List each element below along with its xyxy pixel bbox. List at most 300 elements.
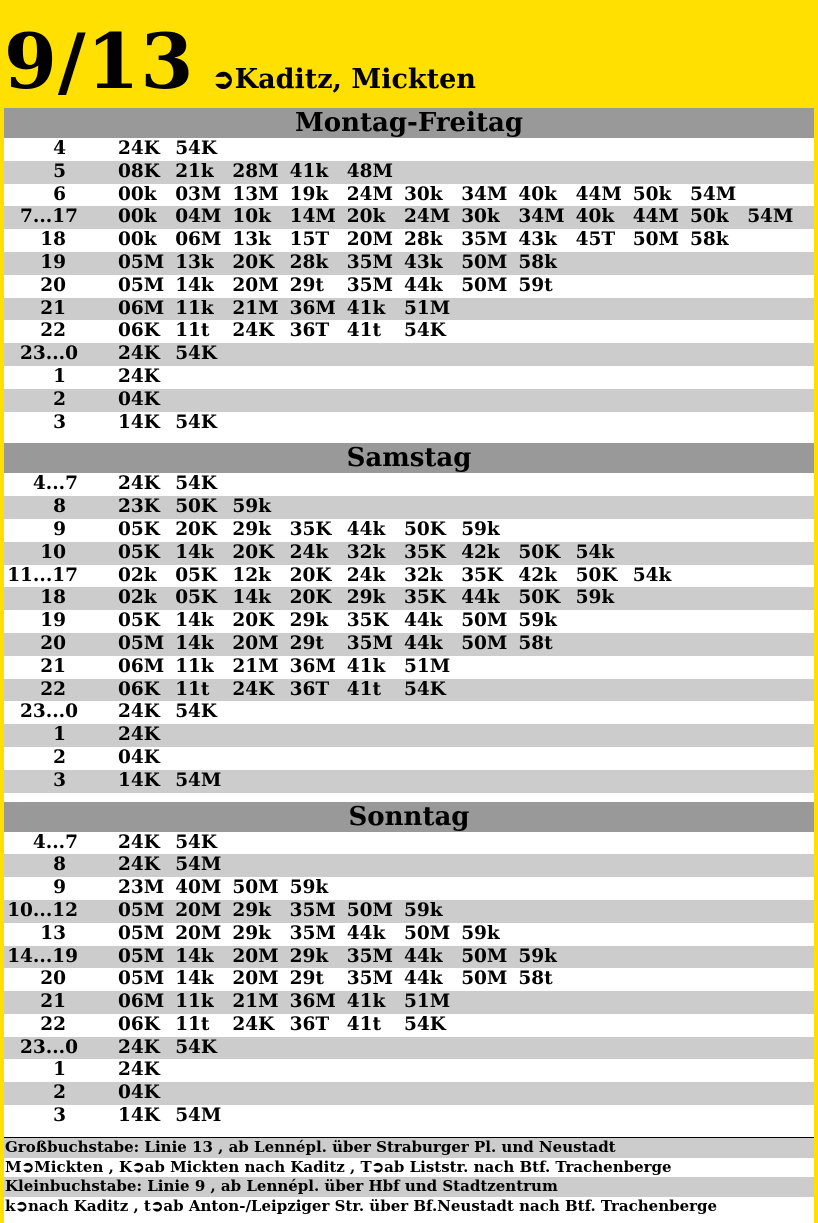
departure-time: 41k [346, 655, 386, 677]
departure-time: 05K [118, 610, 160, 632]
departure-time: 54k [575, 541, 615, 563]
timetable-body [4, 108, 814, 1137]
section-gap [4, 793, 814, 802]
departure-time: 54K [175, 831, 218, 853]
hour-label: 7...17 [20, 206, 78, 228]
departure-time: 19k [289, 183, 329, 205]
departure-time: 36M [289, 655, 336, 677]
departure-time: 54K [175, 343, 218, 365]
departure-time: 50M [632, 229, 680, 251]
departure-time: 54K [404, 1013, 446, 1035]
hour-row [4, 542, 814, 565]
departure-time: 11t [175, 1013, 210, 1035]
hour-label: 3 [53, 411, 66, 433]
departure-time: 59k [518, 610, 557, 632]
departure-time: 36T [289, 678, 330, 700]
departure-time: 24K [118, 343, 160, 365]
departure-time: 50M [232, 877, 279, 899]
departure-time: 14k [175, 610, 214, 632]
departure-time: 43k [404, 251, 443, 273]
departure-time: 14k [232, 587, 271, 609]
departure-time: 05M [118, 632, 165, 654]
departure-time: 05M [118, 968, 165, 990]
departure-time: 14K [118, 411, 160, 433]
hour-row [4, 412, 814, 435]
hour-row [4, 701, 814, 724]
departure-time: 48M [346, 160, 394, 182]
departure-time: 21M [232, 297, 279, 319]
departure-time: 36T [289, 1013, 330, 1035]
hour-row [4, 1082, 814, 1105]
departure-time: 54M [175, 769, 222, 791]
departure-time: 00k [118, 206, 157, 228]
departure-time: 24K [232, 320, 275, 342]
hour-label: 19 [40, 251, 66, 273]
departure-time: 06M [118, 297, 165, 319]
departure-time: 36M [289, 991, 336, 1013]
departure-time: 35M [289, 899, 336, 921]
departure-time: 32k [346, 541, 386, 563]
departure-time: 06M [118, 655, 165, 677]
hour-row [4, 343, 814, 366]
departure-time: 50M [461, 274, 508, 296]
departure-time: 21M [232, 655, 279, 677]
departure-time: 23M [118, 877, 165, 899]
hour-row [4, 1105, 814, 1128]
hour-row [4, 724, 814, 747]
departure-time: 14k [175, 541, 214, 563]
hour-row [4, 138, 814, 161]
departure-time: 50M [461, 968, 508, 990]
hour-label: 2 [53, 746, 66, 768]
departure-time: 28k [404, 229, 443, 251]
departure-time: 50k [690, 206, 729, 228]
departure-time: 44k [346, 518, 386, 540]
hour-label: 5 [53, 160, 66, 182]
departure-time: 24K [118, 1059, 160, 1081]
departure-time: 35K [404, 587, 446, 609]
departure-time: 58k [690, 229, 729, 251]
hour-row [4, 991, 814, 1014]
departure-time: 41k [346, 297, 386, 319]
hour-label: 22 [40, 1013, 66, 1035]
hour-label: 20 [40, 968, 66, 990]
departure-time: 24K [232, 1013, 275, 1035]
departure-time: 28M [232, 160, 279, 182]
departure-time: 20M [175, 899, 222, 921]
departure-time: 05K [118, 518, 160, 540]
departure-time: 20M [232, 632, 279, 654]
departure-time: 00k [118, 183, 157, 205]
hour-row [4, 656, 814, 679]
hour-label: 21 [40, 297, 66, 319]
departure-time: 59t [518, 274, 553, 296]
departure-time: 42k [518, 564, 557, 586]
hour-row [4, 275, 814, 298]
hour-row [4, 320, 814, 343]
departure-time: 20M [232, 274, 279, 296]
departure-time: 11k [175, 655, 214, 677]
departure-time: 50K [575, 564, 618, 586]
hour-label: 1 [53, 1059, 66, 1081]
departure-time: 24K [118, 724, 160, 746]
hour-row [4, 679, 814, 702]
hour-label: 4...7 [32, 473, 78, 495]
hour-label: 9 [53, 877, 66, 899]
departure-time: 44k [346, 922, 386, 944]
hour-row [4, 496, 814, 519]
hour-row [4, 389, 814, 412]
hour-label: 19 [40, 610, 66, 632]
departure-time: 20M [232, 945, 279, 967]
departure-time: 54M [175, 854, 222, 876]
legend-line: Kleinbuchstabe: Linie 9 , ab Lennépl. über Hbf und Stadtzentrum [4, 1177, 814, 1197]
hour-row [4, 633, 814, 656]
hour-label: 22 [40, 320, 66, 342]
legend-line: k➲nach Kaditz , t➲ab Anton-/Leipziger Str. über Bf.Neustadt nach Btf. Trachenberge [5, 1196, 718, 1215]
departure-time: 04K [118, 388, 160, 410]
hour-label: 21 [40, 655, 66, 677]
departure-time: 20K [232, 251, 275, 273]
departure-time: 40k [575, 206, 615, 228]
departure-time: 12k [232, 564, 271, 586]
departure-time: 59k [289, 877, 329, 899]
section-title: Montag-Freitag [4, 108, 814, 138]
hour-row [4, 587, 814, 610]
hour-row [4, 968, 814, 991]
hour-label: 4 [53, 138, 66, 159]
departure-time: 50K [175, 496, 218, 518]
departure-time: 24M [404, 206, 451, 228]
hour-label: 2 [53, 388, 66, 410]
departure-time: 50M [346, 899, 394, 921]
departure-time: 44k [404, 968, 443, 990]
departure-time: 05M [118, 922, 165, 944]
departure-time: 24K [118, 138, 160, 159]
departure-time: 04M [175, 206, 222, 228]
hour-row [4, 747, 814, 770]
hour-label: 3 [53, 1105, 66, 1127]
departure-time: 40M [175, 877, 222, 899]
departure-time: 24K [232, 678, 275, 700]
departure-time: 41k [346, 991, 386, 1013]
departure-time: 34M [461, 183, 508, 205]
departure-time: 35M [289, 922, 336, 944]
departure-time: 29t [289, 968, 324, 990]
section-title: Samstag [4, 443, 814, 473]
departure-time: 50M [461, 632, 508, 654]
timetable-header [0, 0, 818, 104]
departure-time: 14M [289, 206, 336, 228]
departure-time: 14k [175, 968, 214, 990]
departure-time: 42k [461, 541, 500, 563]
hour-row [4, 610, 814, 633]
departure-time: 11t [175, 678, 210, 700]
departure-time: 15T [289, 229, 330, 251]
departure-time: 24M [346, 183, 394, 205]
departure-time: 54M [175, 1105, 222, 1127]
hour-row [4, 854, 814, 877]
departure-time: 29k [289, 610, 329, 632]
hour-row [4, 1037, 814, 1060]
hour-row [4, 252, 814, 275]
hour-row [4, 206, 814, 229]
departure-time: 10k [232, 206, 271, 228]
departure-time: 50K [518, 541, 561, 563]
departure-time: 35M [461, 229, 508, 251]
departure-time: 13k [232, 229, 271, 251]
hour-row [4, 1014, 814, 1037]
hour-row [4, 298, 814, 321]
departure-time: 44k [404, 274, 443, 296]
departure-time: 54K [404, 678, 446, 700]
departure-time: 06M [175, 229, 222, 251]
hour-row [4, 519, 814, 542]
hour-row [4, 565, 814, 588]
departure-time: 24k [289, 541, 329, 563]
departure-time: 50M [461, 251, 508, 273]
departure-time: 35K [461, 564, 504, 586]
departure-time: 36M [289, 297, 336, 319]
departure-time: 06K [118, 320, 160, 342]
departure-time: 44k [404, 945, 443, 967]
line-number: 9/13 [4, 17, 195, 106]
departure-time: 35K [346, 610, 389, 632]
departure-time: 11t [175, 320, 210, 342]
departure-time: 20K [289, 564, 332, 586]
departure-time: 59k [518, 945, 557, 967]
hour-row [4, 923, 814, 946]
hour-label: 8 [53, 496, 66, 518]
departure-time: 05K [175, 587, 218, 609]
departure-time: 44M [632, 206, 680, 228]
departure-time: 24k [346, 564, 386, 586]
departure-time: 11k [175, 297, 214, 319]
departure-time: 54K [175, 1036, 218, 1058]
hour-label: 23...0 [20, 343, 78, 365]
departure-time: 24K [118, 1036, 160, 1058]
departure-time: 29t [289, 632, 324, 654]
departure-time: 20K [232, 541, 275, 563]
hour-label: 14...19 [7, 945, 78, 967]
departure-time: 21M [232, 991, 279, 1013]
section-gap [4, 1128, 814, 1137]
departure-time: 54k [632, 564, 672, 586]
departure-time: 29k [289, 945, 329, 967]
departure-time: 23K [118, 496, 160, 518]
departure-time: 35K [404, 541, 446, 563]
departure-time: 14K [118, 769, 160, 791]
hour-row [4, 184, 814, 207]
departure-time: 54K [175, 473, 218, 495]
departure-time: 44k [404, 610, 443, 632]
departure-time: 34M [518, 206, 565, 228]
hour-label: 8 [53, 854, 66, 876]
hour-row [4, 161, 814, 184]
departure-time: 35M [346, 945, 394, 967]
departure-time: 50M [461, 610, 508, 632]
departure-time: 54K [175, 411, 218, 433]
departure-time: 24K [118, 854, 160, 876]
departure-time: 58k [518, 251, 557, 273]
departure-time: 58t [518, 968, 553, 990]
hour-label: 20 [40, 632, 66, 654]
schedule-section [4, 108, 814, 443]
departure-time: 54K [175, 701, 218, 723]
departure-time: 11k [175, 991, 214, 1013]
departure-time: 05K [118, 541, 160, 563]
departure-time: 50k [632, 183, 672, 205]
hour-label: 23...0 [20, 701, 78, 723]
departure-time: 44k [461, 587, 500, 609]
hour-label: 23...0 [20, 1036, 78, 1058]
departure-time: 35M [346, 274, 394, 296]
departure-time: 20k [346, 206, 386, 228]
departure-time: 51M [404, 297, 451, 319]
departure-time: 35M [346, 632, 394, 654]
hour-label: 3 [53, 769, 66, 791]
hour-label: 18 [40, 229, 66, 251]
departure-time: 02k [118, 587, 157, 609]
hour-row [4, 946, 814, 969]
hour-label: 10...12 [7, 899, 78, 921]
departure-time: 59k [404, 899, 443, 921]
departure-time: 58t [518, 632, 553, 654]
departure-time: 54M [747, 206, 794, 228]
departure-time: 29k [232, 518, 271, 540]
departure-time: 41t [346, 320, 382, 342]
departure-time: 13k [175, 251, 214, 273]
departure-time: 32k [404, 564, 443, 586]
departure-time: 41t [346, 678, 382, 700]
hour-row [4, 366, 814, 389]
departure-time: 06K [118, 678, 160, 700]
hour-row [4, 877, 814, 900]
departure-time: 50K [404, 518, 446, 540]
departure-time: 35K [289, 518, 332, 540]
departure-time: 20K [175, 518, 218, 540]
departure-time: 51M [404, 991, 451, 1013]
departure-time: 40k [518, 183, 557, 205]
departure-time: 20M [175, 922, 222, 944]
departure-time: 30k [404, 183, 443, 205]
departure-time: 24K [118, 365, 160, 387]
departure-time: 05M [118, 945, 165, 967]
departure-time: 51M [404, 655, 451, 677]
departure-time: 50M [404, 922, 451, 944]
departure-time: 54K [404, 320, 446, 342]
departure-time: 13M [232, 183, 279, 205]
departure-time: 41t [346, 1013, 382, 1035]
departure-time: 43k [518, 229, 557, 251]
hour-row [4, 473, 814, 496]
hour-row [4, 900, 814, 923]
departure-time: 44M [575, 183, 622, 205]
departure-time: 06K [118, 1013, 160, 1035]
departure-time: 20K [232, 610, 275, 632]
departure-time: 24K [118, 831, 160, 853]
hour-row [4, 1059, 814, 1082]
departure-time: 05M [118, 251, 165, 273]
hour-label: 21 [40, 991, 66, 1013]
departure-time: 24K [118, 701, 160, 723]
departure-time: 20M [232, 968, 279, 990]
departure-time: 05M [118, 274, 165, 296]
hour-label: 9 [53, 518, 66, 540]
departure-time: 03M [175, 183, 222, 205]
departure-time: 08K [118, 160, 160, 182]
departure-time: 50M [461, 945, 508, 967]
departure-time: 29k [232, 899, 271, 921]
departure-time: 54K [175, 138, 218, 159]
departure-time: 36T [289, 320, 330, 342]
hour-label: 22 [40, 678, 66, 700]
departure-time: 35M [346, 251, 394, 273]
hour-label: 18 [40, 587, 66, 609]
departure-time: 04K [118, 1082, 160, 1104]
departure-time: 05K [175, 564, 218, 586]
departure-time: 00k [118, 229, 157, 251]
departure-time: 28k [289, 251, 329, 273]
schedule-section [4, 802, 814, 1137]
hour-label: 11...17 [7, 564, 78, 586]
departure-time: 14k [175, 945, 214, 967]
departure-time: 06M [118, 991, 165, 1013]
departure-time: 35M [346, 968, 394, 990]
departure-time: 20M [346, 229, 394, 251]
departure-time: 02k [118, 564, 157, 586]
departure-time: 59k [575, 587, 615, 609]
departure-time: 14k [175, 632, 214, 654]
hour-label: 10 [40, 541, 66, 563]
schedule-section [4, 443, 814, 801]
departure-time: 24K [118, 473, 160, 495]
departure-time: 05M [118, 899, 165, 921]
hour-row [4, 832, 814, 855]
departure-time: 45T [575, 229, 616, 251]
departure-time: 41k [289, 160, 329, 182]
departure-time: 59k [461, 518, 500, 540]
hour-label: 4...7 [32, 831, 78, 853]
departure-time: 14K [118, 1105, 160, 1127]
hour-label: 1 [53, 724, 66, 746]
departure-time: 14k [175, 274, 214, 296]
departure-time: 54M [690, 183, 737, 205]
departure-time: 29k [346, 587, 386, 609]
hour-label: 20 [40, 274, 66, 296]
departure-time: 30k [461, 206, 500, 228]
departure-time: 50K [518, 587, 561, 609]
hour-row [4, 770, 814, 793]
departure-time: 04K [118, 746, 160, 768]
section-title: Sonntag [4, 802, 814, 832]
legend [4, 1137, 814, 1223]
hour-label: 1 [53, 365, 66, 387]
departure-time: 59k [461, 922, 500, 944]
legend-line: M➲Mickten , K➲ab Mickten nach Kaditz , T➲ab Liststr. nach Btf. Trachenberge [5, 1157, 672, 1176]
departure-time: 29t [289, 274, 324, 296]
direction-label: ➲Kaditz, Mickten [212, 64, 476, 95]
hour-label: 13 [40, 922, 66, 944]
hour-label: 2 [53, 1082, 66, 1104]
departure-time: 44k [404, 632, 443, 654]
departure-time: 59k [232, 496, 271, 518]
hour-label: 6 [53, 183, 66, 205]
departure-time: 29k [232, 922, 271, 944]
hour-row [4, 229, 814, 252]
legend-line: Großbuchstabe: Linie 13 , ab Lennépl. über Straburger Pl. und Neustadt [4, 1138, 814, 1158]
departure-time: 21k [175, 160, 214, 182]
